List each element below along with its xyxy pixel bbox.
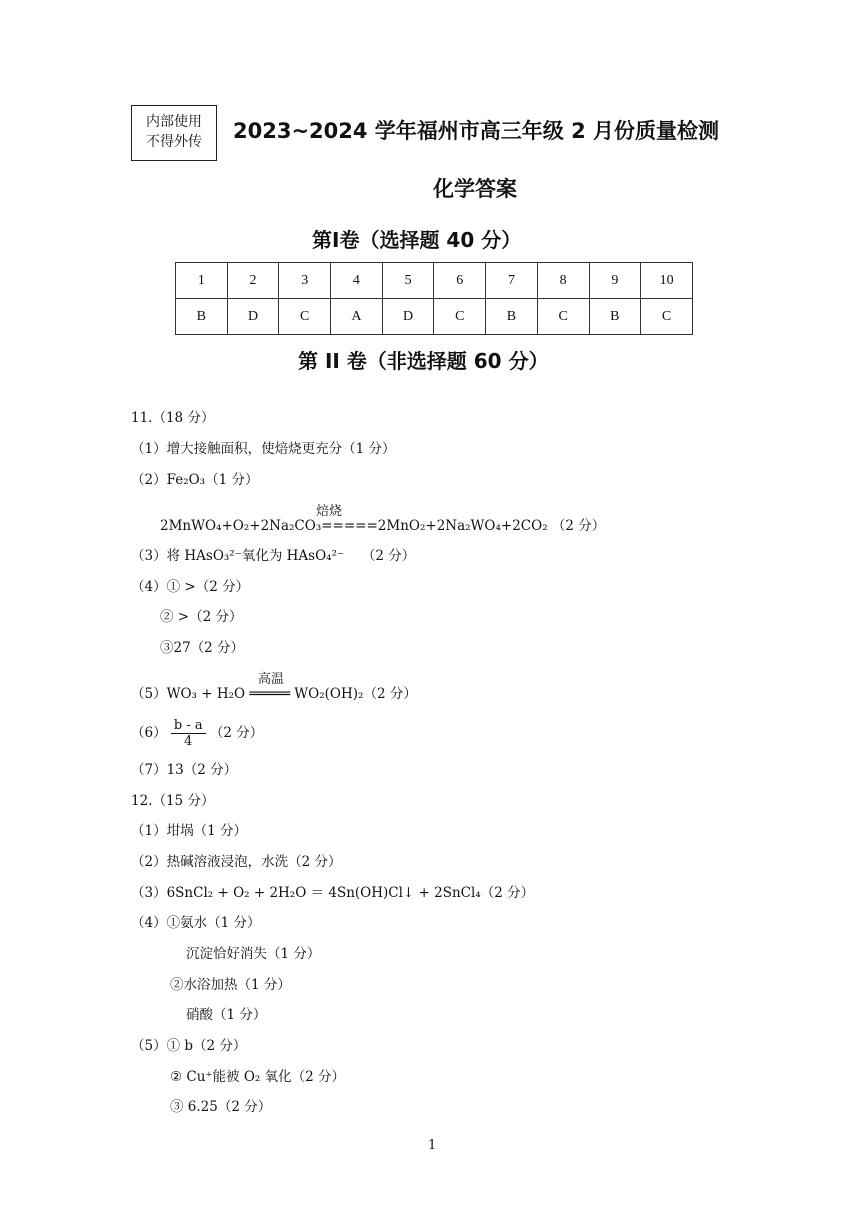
question-number: 8	[537, 263, 589, 299]
answer-cell: C	[279, 299, 331, 335]
q11-equation: 2MnWO₄+O₂+2Na₂CO₃=====2MnO₂+2Na₂WO₄+2CO₂ （2 分）	[160, 518, 606, 534]
q12-answer-4-2b: 硝酸（1 分）	[186, 1007, 267, 1023]
q12-answer-3: （3）6SnCl₂ + O₂ + 2H₂O ＝ 4Sn(OH)Cl↓ + 2SnCl₄（2 分）	[131, 885, 535, 901]
q11-heading: 11.（18 分）	[131, 410, 215, 426]
q11-equation-condition: 焙烧	[316, 504, 343, 519]
q11-answer-4-2: ② >（2 分）	[160, 609, 243, 625]
question-number: 6	[434, 263, 486, 299]
q11-answer-1: （1）增大接触面积，使焙烧更充分（1 分）	[131, 441, 396, 457]
q11-answer-6-prefix: （6）	[131, 725, 167, 741]
page-number: 1	[428, 1138, 437, 1153]
q12-answer-5-2: ② Cu⁺能被 O₂ 氧化（2 分）	[170, 1069, 345, 1085]
q11-answer-5: （5）WO₃ + H₂O ═════ WO₂(OH)₂（2 分）	[131, 686, 417, 702]
internal-use-stamp	[131, 105, 217, 161]
q11-answer-6	[131, 718, 263, 749]
answer-cell: B	[589, 299, 641, 335]
question-number: 9	[589, 263, 641, 299]
question-number: 1	[176, 263, 228, 299]
stamp-line-1: 内部使用	[146, 114, 202, 130]
answer-cell: A	[331, 299, 383, 335]
question-number: 3	[279, 263, 331, 299]
q12-answer-4-2: ②水浴加热（1 分）	[170, 977, 291, 993]
q12-answer-1: （1）坩埚（1 分）	[131, 823, 247, 839]
part1-heading: 第Ⅰ卷（选择题 40 分）	[312, 228, 522, 252]
answer-cell: D	[382, 299, 434, 335]
q11-answer-4-1: （4）① >（2 分）	[131, 579, 250, 595]
answer-table-answer-row	[176, 299, 693, 335]
fraction-numerator: b - a	[171, 718, 206, 734]
question-number: 7	[486, 263, 538, 299]
question-number: 2	[227, 263, 279, 299]
exam-subtitle: 化学答案	[433, 177, 517, 201]
q11-answer-7: （7）13（2 分）	[131, 762, 238, 778]
q11-answer-5-condition: 高温	[258, 672, 285, 687]
q11-answer-2: （2）Fe₂O₃（1 分）	[131, 472, 259, 488]
question-number: 5	[382, 263, 434, 299]
answer-table-number-row	[176, 263, 693, 299]
question-number: 4	[331, 263, 383, 299]
answer-cell: B	[176, 299, 228, 335]
answer-cell: C	[537, 299, 589, 335]
answer-cell: C	[434, 299, 486, 335]
q12-answer-2: （2）热碱溶液浸泡，水洗（2 分）	[131, 854, 342, 870]
stamp-line-2: 不得外传	[146, 134, 202, 150]
q11-answer-6-fraction	[171, 718, 206, 749]
question-number: 10	[641, 263, 693, 299]
q12-answer-5-1: （5）① b（2 分）	[131, 1038, 247, 1054]
answer-cell: D	[227, 299, 279, 335]
q12-answer-5-3: ③ 6.25（2 分）	[170, 1099, 272, 1115]
part2-heading: 第 II 卷（非选择题 60 分）	[298, 349, 549, 373]
q12-answer-4-1b: 沉淀恰好消失（1 分）	[186, 946, 321, 962]
q11-answer-6-suffix: （2 分）	[209, 725, 264, 741]
q11-answer-3: （3）将 HAsO₃²⁻氧化为 HAsO₄²⁻ （2 分）	[131, 548, 416, 564]
fraction-denominator: 4	[184, 734, 193, 749]
q12-answer-4-1: （4）①氨水（1 分）	[131, 915, 261, 931]
q11-answer-4-3: ③27（2 分）	[160, 640, 245, 656]
answer-cell: B	[486, 299, 538, 335]
answer-table	[175, 262, 693, 335]
answer-cell: C	[641, 299, 693, 335]
q12-heading: 12.（15 分）	[131, 793, 215, 809]
exam-title: 2023~2024 学年福州市高三年级 2 月份质量检测	[233, 119, 720, 143]
